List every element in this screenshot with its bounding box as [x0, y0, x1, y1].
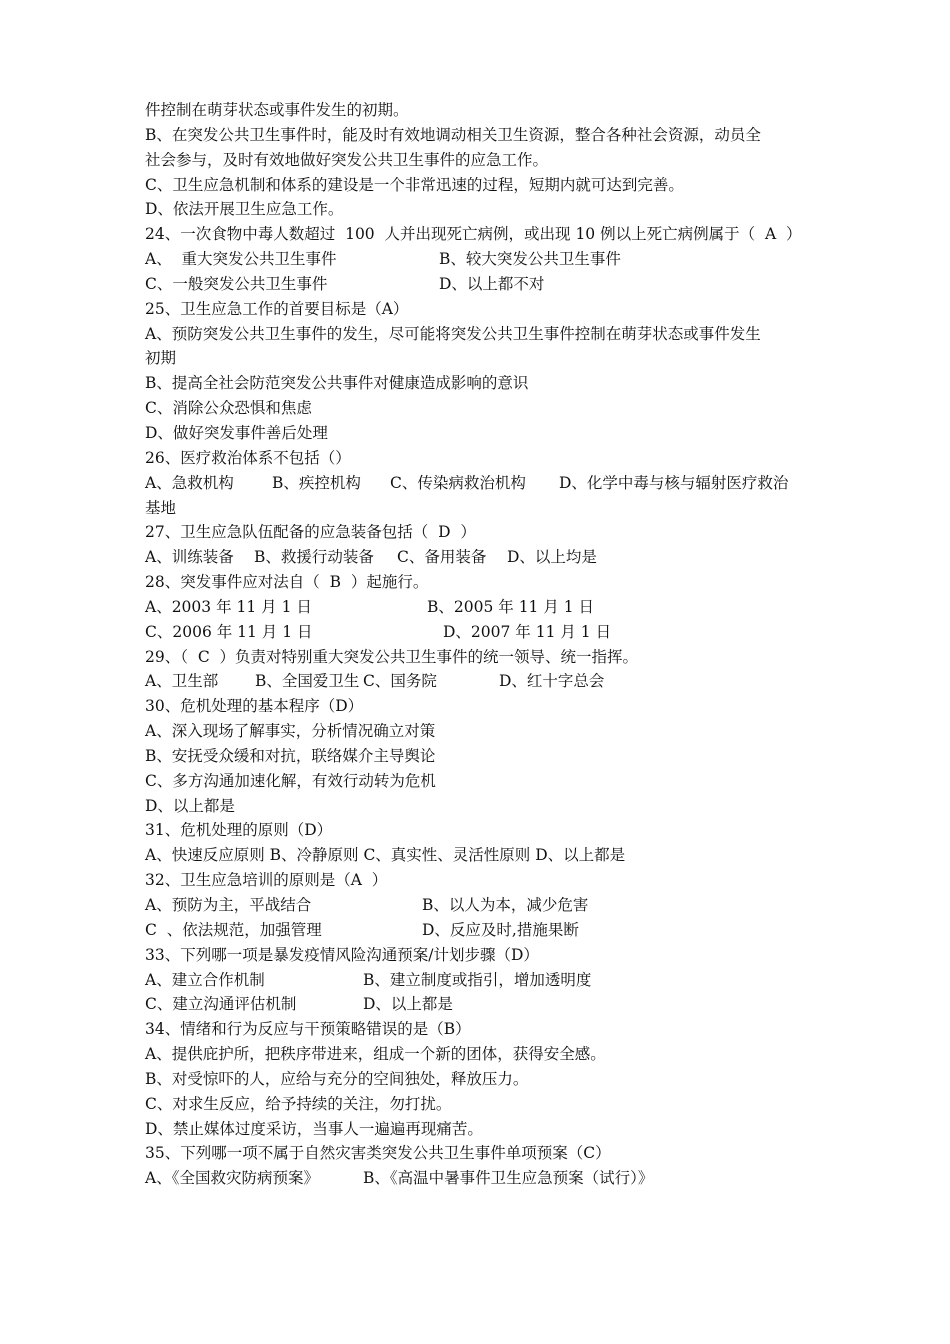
option-text: B、以人为本，减少危害 — [422, 896, 589, 914]
text-line — [145, 595, 825, 620]
text-line: 32、卫生应急培训的原则是（A ） — [145, 871, 388, 890]
text-line: 34、情绪和行为反应与干预策略错误的是（B） — [145, 1020, 471, 1039]
text-line: B、对受惊吓的人，应给与充分的空间独处，释放压力。 — [145, 1069, 529, 1088]
text-line: A、提供庇护所，把秩序带进来，组成一个新的团体，获得安全感。 — [145, 1045, 606, 1064]
option-text: C、传染病救治机构 — [390, 473, 526, 492]
text-line: D、以上都是 — [145, 796, 235, 815]
option-text: A、2003 年 11 月 1 日 — [145, 597, 312, 616]
text-line: D、依法开展卫生应急工作。 — [145, 200, 344, 219]
option-text: D、红十字总会 — [499, 672, 605, 691]
option-text: D、化学中毒与核与辐射医疗救治 — [559, 473, 789, 492]
text-line: D、禁止媒体过度采访，当事人一遍遍再现痛苦。 — [145, 1119, 483, 1138]
option-text: A、训练装备 — [145, 548, 234, 567]
option-text: A、预防为主，平战结合 — [145, 896, 312, 914]
text-line: 26、医疗救治体系不包括（） — [145, 448, 351, 467]
text-line: A、预防突发公共卫生事件的发生，尽可能将突发公共卫生事件控制在萌芽状态或事件发生 — [145, 324, 761, 343]
text-line — [145, 545, 825, 570]
text-line: 件控制在萌芽状态或事件发生的初期。 — [145, 101, 409, 119]
text-line: 28、突发事件应对法自（ B ）起施行。 — [145, 573, 429, 592]
option-text: B、疾控机构 — [272, 473, 361, 492]
option-text: D、以上都是 — [363, 995, 453, 1014]
text-line — [145, 669, 825, 694]
option-text: A、《全国救灾防病预案》 — [145, 1169, 319, 1188]
text-line: 31、危机处理的原则（D） — [145, 821, 333, 840]
text-line: B、提高全社会防范突发公共事件对健康造成影响的意识 — [145, 374, 529, 393]
text-line: 35、下列哪一项不属于自然灾害类突发公共卫生事件单项预案（C） — [145, 1144, 611, 1163]
text-line: A、深入现场了解事实，分析情况确立对策 — [145, 722, 436, 741]
option-text: D、以上都不对 — [439, 274, 545, 293]
text-line — [145, 620, 825, 645]
option-text: C 、依法规范，加强管理 — [145, 920, 322, 939]
option-text: D、2007 年 11 月 1 日 — [443, 622, 612, 641]
text-line: 29、（ C ）负责对特别重大突发公共卫生事件的统一领导、统一指挥。 — [145, 647, 639, 666]
option-text: B、2005 年 11 月 1 日 — [427, 597, 595, 616]
text-line — [145, 992, 825, 1017]
option-text: A、建立合作机制 — [145, 970, 265, 989]
text-line: 初期 — [145, 349, 177, 368]
option-text: D、反应及时,措施果断 — [422, 920, 579, 939]
document-page — [145, 98, 825, 1191]
option-text: B、《高温中暑事件卫生应急预案（试行）》 — [363, 1169, 654, 1188]
option-text: A、卫生部 — [145, 672, 219, 691]
option-text: A、 重大突发公共卫生事件 — [145, 250, 337, 269]
option-text: C、备用装备 — [397, 548, 487, 567]
option-text: C、2006 年 11 月 1 日 — [145, 622, 313, 641]
option-text: C、一般突发公共卫生事件 — [145, 274, 328, 293]
text-line: B、安抚受众缓和对抗，联络媒介主导舆论 — [145, 746, 436, 765]
text-line: 33、下列哪一项是暴发疫情风险沟通预案/计划步骤（D） — [145, 945, 539, 964]
option-text: B、全国爱卫生 — [255, 672, 360, 691]
text-line: C、消除公众恐惧和焦虑 — [145, 399, 312, 418]
text-line: 基地 — [145, 498, 177, 517]
option-text: A、急救机构 — [145, 473, 234, 492]
text-line: C、多方沟通加速化解，有效行动转为危机 — [145, 771, 436, 790]
text-line: 25、卫生应急工作的首要目标是（A） — [145, 299, 409, 318]
option-text: B、较大突发公共卫生事件 — [439, 250, 621, 269]
text-line: C、对求生反应，给予持续的关注，勿打扰。 — [145, 1094, 452, 1113]
option-text: D、以上均是 — [507, 548, 597, 567]
option-text: B、救援行动装备 — [254, 548, 374, 567]
text-line — [145, 247, 825, 272]
option-text: C、国务院 — [363, 672, 437, 691]
text-line — [145, 893, 825, 918]
text-line: A、快速反应原则 B、冷静原则 C、真实性、灵活性原则 D、以上都是 — [145, 846, 626, 865]
text-line: D、做好突发事件善后处理 — [145, 423, 328, 442]
text-line: 30、危机处理的基本程序（D） — [145, 697, 364, 716]
text-line: B、在突发公共卫生事件时，能及时有效地调动相关卫生资源，整合各种社会资源，动员全 — [145, 125, 761, 144]
text-line — [145, 918, 825, 943]
text-line: C、卫生应急机制和体系的建设是一个非常迅速的过程，短期内就可达到完善。 — [145, 175, 684, 194]
text-line: 24、一次食物中毒人数超过 100 人并出现死亡病例，或出现 10 例以上死亡病例属于（ A ） — [145, 225, 802, 244]
option-text: B、建立制度或指引，增加透明度 — [363, 970, 592, 989]
text-line — [145, 272, 825, 297]
text-line: 27、卫生应急队伍配备的应急装备包括（ D ） — [145, 523, 476, 542]
text-line — [145, 1166, 825, 1191]
text-line — [145, 471, 825, 496]
text-line — [145, 968, 825, 993]
text-line: 社会参与，及时有效地做好突发公共卫生事件的应急工作。 — [145, 150, 549, 169]
option-text: C、建立沟通评估机制 — [145, 995, 297, 1014]
